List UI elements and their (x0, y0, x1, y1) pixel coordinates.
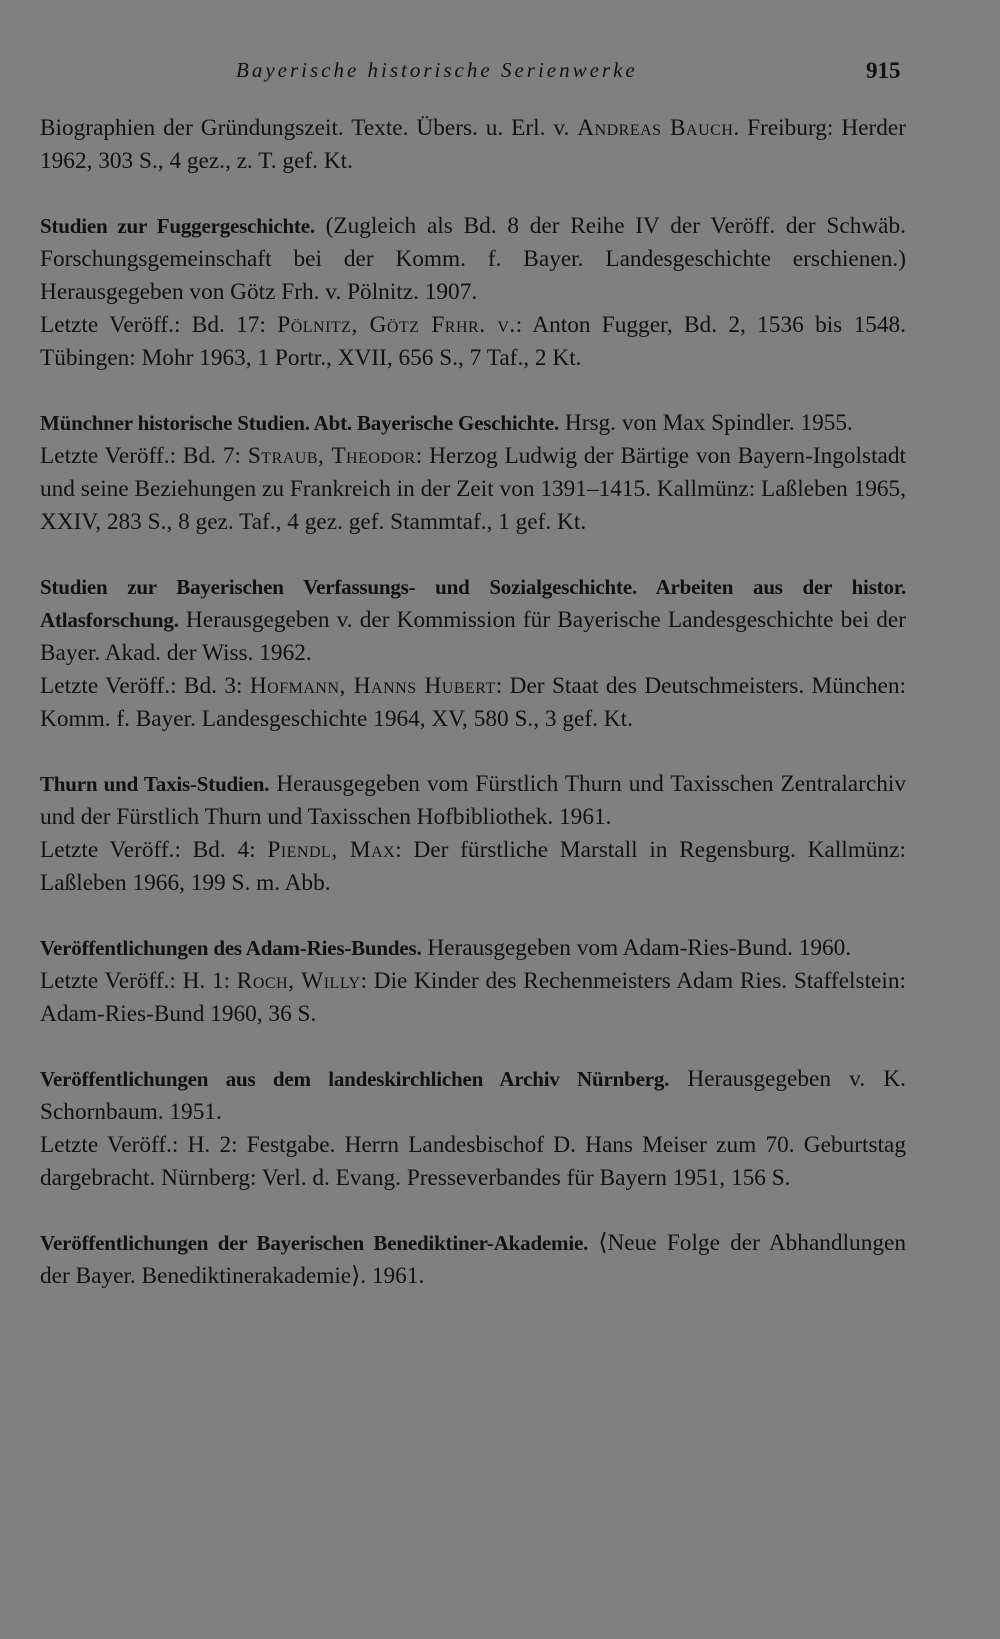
author-name: Roch, Willy (236, 968, 361, 994)
series-title: Studien zur Fuggergeschichte. (40, 214, 315, 238)
latest-publication-prefix: Letzte Veröff.: Bd. 3: (40, 673, 243, 699)
series-description: ⟨Neue Folge der Abhandlungen der Bayer. Benediktinerakademie⟩. 1961. (40, 1230, 906, 1289)
page-header (0, 58, 957, 92)
series-description: Herausgegeben v. der Kommission für Bayerische Landesgeschichte bei der Bayer. Akad. der Wiss. 1962. (40, 607, 906, 666)
entry-adam-ries-bund (40, 932, 906, 1031)
latest-publication-prefix: Letzte Veröff.: Bd. 17: (40, 312, 266, 338)
series-description: Herausgegeben vom Fürstlich Thurn und Taxisschen Zentralarchiv und der Fürstlich Thurn und Taxisschen Hofbibliothek. 1961. (40, 771, 906, 830)
description-text: Biographien der Gründungszeit. Texte. Übers. u. Erl. v. (40, 115, 570, 141)
latest-publication-text: : Der Staat des Deutschmeisters. München: Komm. f. Bayer. Landesgeschichte 1964, XV, 580 S., 3 gef. Kt. (40, 673, 906, 732)
page-number: 915 (866, 58, 901, 83)
series-title: Thurn und Taxis-Studien. (40, 772, 270, 796)
latest-publication-text: : Die Kinder des Rechenmeisters Adam Ries. Staffelstein: Adam-Ries-Bund 1960, 36 S. (40, 968, 906, 1027)
entry-benediktiner-akademie (40, 1227, 906, 1293)
latest-publication (40, 965, 906, 1031)
latest-publication (40, 309, 906, 375)
latest-publication-text: Festgabe. Herrn Landesbischof D. Hans Meiser zum 70. Geburtstag dargebracht. Nürnberg: Verl. d. Evang. Presseverbandes für Bayern 1951, 156 S. (40, 1132, 906, 1191)
author-name: Pölnitz, Götz Frhr. v. (277, 312, 516, 338)
latest-publication-text: : Herzog Ludwig der Bärtige von Bayern-Ingolstadt und seine Beziehungen zu Frankreich in der Zeit von 1391–1415. Kallmünz: Laßleben 1965, XXIV, 283 S., 8 gez. Taf., 4 gez. gef. Stammtaf., 1 gef. Kt. (40, 443, 906, 535)
author-name: Straub, Theodor (247, 443, 416, 469)
latest-publication-text: : Der fürstliche Marstall in Regensburg. Kallmünz: Laßleben 1966, 199 S. m. Abb. (40, 837, 906, 896)
latest-publication (40, 670, 906, 736)
latest-publication (40, 440, 906, 539)
series-description: Hrsg. von Max Spindler. 1955. (564, 410, 853, 436)
latest-publication-prefix: Letzte Veröff.: H. 2: (40, 1132, 238, 1158)
entry-description (40, 1227, 906, 1293)
entry-description (40, 768, 906, 834)
latest-publication-prefix: Letzte Veröff.: H. 1: (40, 968, 231, 994)
entry-verfassungsgeschichte (40, 571, 906, 736)
series-title: Veröffentlichungen der Bayerischen Benediktiner-Akademie. (40, 1231, 589, 1255)
author-name: Hofmann, Hanns Hubert (249, 673, 496, 699)
author-name: Piendl, Max (267, 837, 396, 863)
entry-description (40, 1063, 906, 1129)
entry-description (40, 210, 906, 309)
entry-description (40, 932, 906, 965)
series-title: Münchner historische Studien. Abt. Bayerische Geschichte. (40, 411, 560, 435)
entry-continued (40, 112, 906, 178)
editor-name: Andreas Bauch (577, 115, 734, 141)
entry-description (40, 571, 906, 670)
entry-landeskirchliches-archiv (40, 1063, 906, 1195)
entry-muenchner-studien (40, 407, 906, 539)
entry-fuggergeschichte (40, 210, 906, 375)
entry-description (40, 407, 906, 440)
description-text: . Freiburg: Herder 1962, 303 S., 4 gez., z. T. gef. Kt. (40, 115, 906, 174)
series-title: Studien zur Bayerischen Verfassungs- und Sozialgeschichte. Arbeiten aus der histor. Atlasforschung. (40, 575, 906, 632)
page-body (40, 112, 906, 1325)
latest-publication (40, 834, 906, 900)
entry-description (40, 112, 906, 178)
series-title: Veröffentlichungen des Adam-Ries-Bundes. (40, 936, 422, 960)
running-title: Bayerische historische Serienwerke (236, 58, 638, 82)
series-description: Herausgegeben vom Adam-Ries-Bund. 1960. (427, 935, 852, 961)
latest-publication-text: : Anton Fugger, Bd. 2, 1536 bis 1548. Tübingen: Mohr 1963, 1 Portr., XVII, 656 S., 7 Taf., 2 Kt. (40, 312, 906, 371)
entry-thurn-und-taxis (40, 768, 906, 900)
latest-publication (40, 1129, 906, 1195)
series-description: Herausgegeben v. K. Schornbaum. 1951. (40, 1066, 906, 1125)
series-description: (Zugleich als Bd. 8 der Reihe IV der Veröff. der Schwäb. Forschungsgemeinschaft bei der Komm. f. Bayer. Landesgeschichte erschienen.) Herausgegeben von Götz Frh. v. Pölnitz. 1907. (40, 213, 906, 305)
latest-publication-prefix: Letzte Veröff.: Bd. 7: (40, 443, 241, 469)
latest-publication-prefix: Letzte Veröff.: Bd. 4: (40, 837, 256, 863)
series-title: Veröffentlichungen aus dem landeskirchlichen Archiv Nürnberg. (40, 1067, 670, 1091)
